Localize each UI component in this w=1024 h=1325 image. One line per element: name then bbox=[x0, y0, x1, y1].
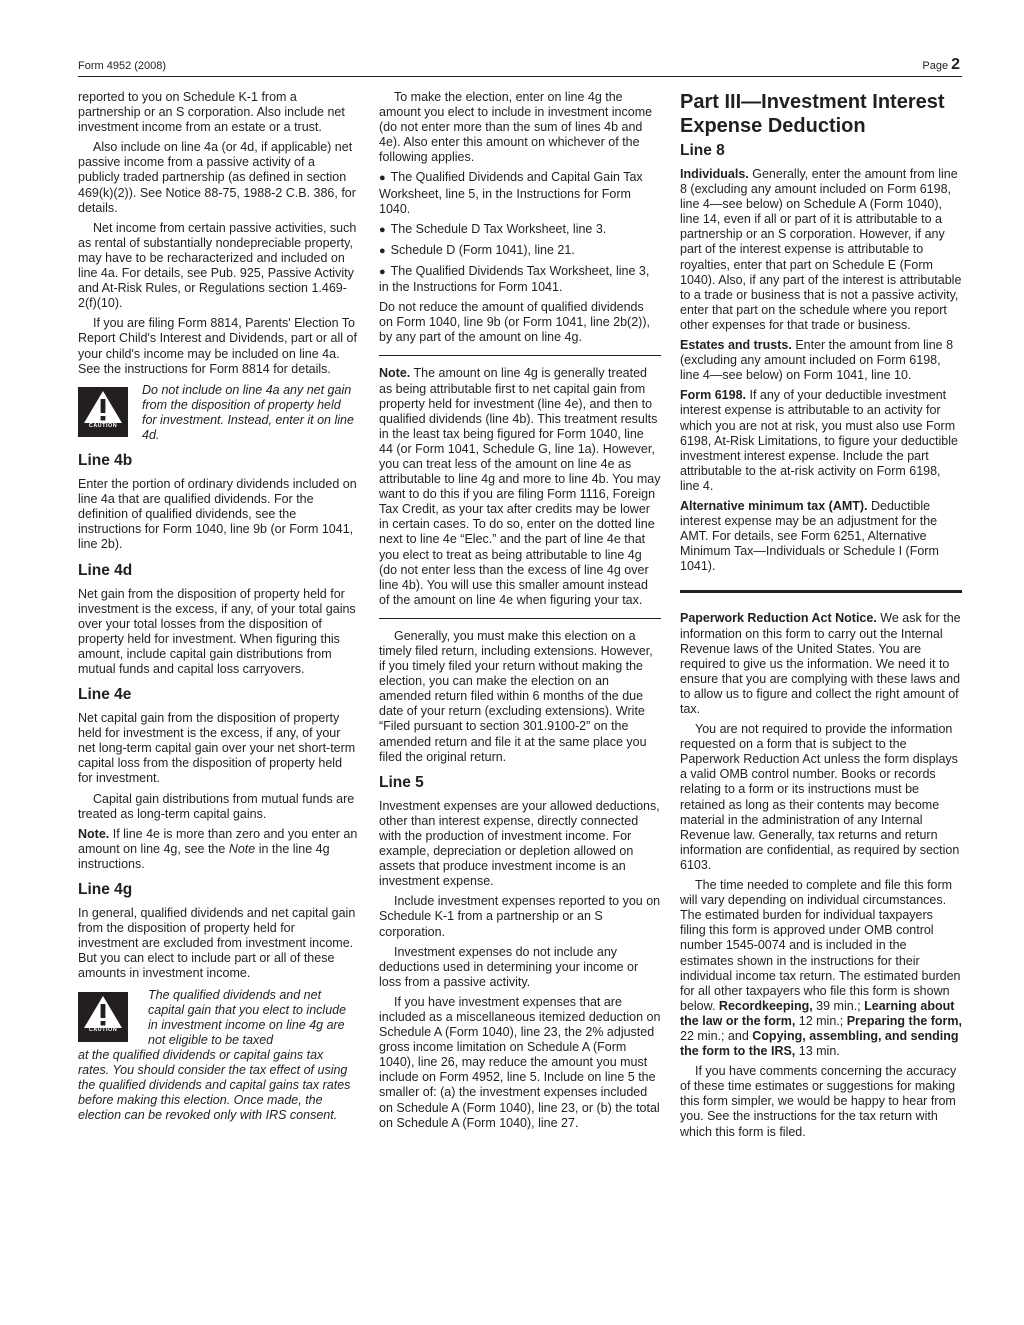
paragraph: Generally, you must make this election on a timely filed return, including extensions. However, if you timely filed your return without making the election, you can make the election on an amended return filed within 6 months of the due date of your return (excluding extensions). Write “Filed pursuant to section 301.9100-2” on the amended return and file it at the same place you filed the original return. bbox=[379, 628, 653, 764]
bold-label: Preparing the form, bbox=[846, 1013, 963, 1028]
note-text: If line 4e is more than zero and you enter an amount on line 4g, see the bbox=[78, 826, 358, 856]
paragraph: Capital gain distributions from mutual funds are treated as long-term capital gains. bbox=[78, 791, 355, 821]
paragraph-text: 22 min.; and bbox=[680, 1028, 753, 1043]
column-2 bbox=[379, 90, 661, 1136]
bullet-icon: ● bbox=[379, 223, 386, 236]
caution-note bbox=[78, 383, 358, 443]
bullet-item bbox=[379, 243, 661, 259]
note-text: in the line 4g instructions. bbox=[78, 841, 330, 871]
caution-text: Do not include on line 4a any net gain from the disposition of property held for investment. Instead, enter it on line 4d. bbox=[142, 382, 354, 442]
paragraph bbox=[680, 499, 962, 574]
paragraph-text: If any of your deductible investment interest expense is attributable to an activity for which you are not at risk, you must also use Form 6198, At-Risk Limitations, to figure your deductible investment interest expense. Include the part attributable to the at-risk activity on Form 6198, line 4. bbox=[680, 388, 958, 493]
caution-icon bbox=[78, 387, 128, 437]
paragraph: Net income from certain passive activities, such as rental of substantially nondepreciable property, may have to be recharacterized and included on line 4a. For details, see Pub. 925, Passive Activity and At-Risk Rules, or Regulations section 1.469-2(f)(10). bbox=[78, 220, 357, 311]
heading-line-8: Line 8 bbox=[680, 142, 725, 159]
paragraph: If you have investment expenses that are included as a miscellaneous itemized deduction on Schedule A (Form 1040), line 23, the 2% adjusted gross income limitation on Schedule A (Form 1040), line 26, may reduce the amount you must include on Form 4952, line 5. Include on line 5 the smaller of: (a) the investment expenses included on Schedule A (Form 1040), line 23, or (b) the total on Schedule A (Form 1040), line 27. bbox=[379, 994, 661, 1130]
paragraph: If you have comments concerning the accuracy of these time estimates or suggestions for making this form simpler, we would be happy to hear from you. See the instructions for the tax return with which this form is filed. bbox=[680, 1064, 957, 1139]
paragraph: Investment expenses are your allowed deductions, other than interest expense, directly connected with the production of investment income. For example, depreciation or depletion allowed on assets that produce investment income is an investment expense. bbox=[379, 798, 660, 889]
bold-label: Form 6198. bbox=[680, 388, 747, 403]
heading-line-4b: Line 4b bbox=[78, 452, 133, 470]
heading-line-5: Line 5 bbox=[379, 773, 424, 791]
paragraph-text: The time needed to complete and file this form will vary depending on individual circumstances. The estimated burden for individual taxpayers filing this form is approved under OMB control number 1545-0074 and is included in the estimates shown in the instructions for their individual income tax return. The estimated burden for all other taxpayers who file this form is shown below. bbox=[680, 878, 961, 1013]
paragraph: Investment expenses do not include any deductions used in determining your income or loss from a passive activity. bbox=[379, 944, 639, 989]
bullet-item bbox=[379, 222, 661, 238]
form-id: Form 4952 (2008) bbox=[78, 60, 167, 72]
note-paragraph bbox=[379, 366, 661, 608]
paragraph: To make the election, enter on line 4g the amount you elect to include in investment income (do not enter more than the sum of lines 4b and 4e). Also enter this amount on whichever of the following applies. bbox=[379, 90, 653, 165]
paragraph-text: 13 min. bbox=[795, 1044, 840, 1059]
bullet-text: The Qualified Dividends Tax Worksheet, line 3, in the Instructions for Form 1041. bbox=[379, 263, 650, 295]
caution-text-top: The qualified dividends and net capital gain that you elect to include in investment income on line 4g are not eligible to be taxed bbox=[148, 987, 347, 1047]
paragraph: Also include on line 4a (or 4d, if applicable) net passive income from a passive activity of a publicly traded partnership (as defined in section 469(k)(2)). See Notice 88-75, 1988-2 C.B. 386, for details. bbox=[78, 140, 356, 215]
note-label: Note. bbox=[78, 826, 110, 841]
bullet-icon: ● bbox=[379, 244, 386, 257]
paragraph-text: Generally, enter the amount from line 8 (excluding any amount included on Form 6198, line 4—see below) on Schedule A (Form 1040), line 14, even if all or part of it is attributable to a partnership or an S corporation. However, if any part of the interest expense is attributable to royalties, enter that part on Schedule E (Form 1040). Also, if any part of the interest is attributable to a trade or business that is not a passive activity, enter that part on the schedule where you report other expenses for that trade or business. bbox=[680, 167, 962, 332]
page-header bbox=[78, 58, 962, 74]
paragraph: Include investment expenses reported to you on Schedule K-1 from a partnership or an S corporation. bbox=[379, 894, 661, 939]
heading-line-4d: Line 4d bbox=[78, 561, 133, 579]
paragraph bbox=[680, 338, 962, 383]
divider bbox=[379, 618, 661, 619]
paragraph bbox=[680, 611, 962, 717]
paragraph: reported to you on Schedule K-1 from a partnership or an S corporation. Also include net investment income from an estate or a trust. bbox=[78, 90, 345, 135]
bullet-item bbox=[379, 170, 661, 216]
caution-icon bbox=[78, 992, 128, 1042]
paragraph-text: 12 min.; bbox=[795, 1013, 847, 1028]
bullet-text: Schedule D (Form 1041), line 21. bbox=[390, 242, 575, 257]
page-number-label bbox=[922, 56, 960, 74]
note-italic: Note bbox=[228, 841, 256, 856]
heading-line-4g: Line 4g bbox=[78, 881, 133, 899]
bullet-item bbox=[379, 264, 661, 295]
paragraph: If you are filing Form 8814, Parents' Election To Report Child's Interest and Dividends, part or all of your child's income may be included on line 4a. See the instructions for Form 8814 for details. bbox=[78, 316, 357, 376]
paragraph: Do not reduce the amount of qualified dividends on Form 1040, line 9b (or Form 1041, line 2b(2)), by any part of the amount on line 4g. bbox=[379, 300, 650, 345]
paragraph bbox=[680, 878, 962, 1059]
bold-label: Estates and trusts. bbox=[680, 338, 792, 353]
paragraph: Net gain from the disposition of property held for investment is the excess, if any, of your total gains over your total losses from the disposition of property held for investment. When figuring this amount, include capital gain distributions from mutual funds and capital loss carryovers. bbox=[78, 586, 356, 676]
bullet-icon: ● bbox=[379, 172, 386, 185]
heading-part-3: Part III—Investment Interest Expense Deduction bbox=[680, 91, 945, 137]
paragraph-text: We ask for the information on this form to carry out the Internal Revenue laws of the United States. You are required to give us the information. We need it to ensure that you are complying with these laws and to allow us to figure and collect the right amount of tax. bbox=[680, 611, 961, 716]
page-label: Page bbox=[922, 60, 949, 72]
bold-label: Alternative minimum tax (AMT). bbox=[680, 498, 868, 513]
bold-label: Recordkeeping, bbox=[718, 998, 813, 1013]
bullet-text: The Schedule D Tax Worksheet, line 3. bbox=[390, 221, 607, 236]
paragraph: In general, qualified dividends and net capital gain from the disposition of property held for investment are excluded from investment income. But you can elect to include part or all of these amounts in investment income. bbox=[78, 906, 356, 981]
divider-thick bbox=[680, 590, 962, 593]
bullet-text: The Qualified Dividends and Capital Gain Tax Worksheet, line 5, in the Instructions for Form 1040. bbox=[379, 170, 643, 216]
note-paragraph bbox=[78, 827, 358, 872]
caution-text-bottom: at the qualified dividends or capital gains tax rates. You should consider the tax effect of using the qualified dividends and capital gains tax rates before making this election. Once made, the election can be revoked only with IRS consent. bbox=[78, 1047, 351, 1123]
divider bbox=[379, 355, 661, 356]
heading-line-4e: Line 4e bbox=[78, 686, 132, 704]
note-label: Note. bbox=[379, 366, 411, 381]
page-number: 2 bbox=[951, 56, 960, 73]
paragraph-text: Enter the amount from line 8 (excluding any amount included on Form 6198, line 4—see below) on Form 1041, line 10. bbox=[680, 338, 954, 383]
caution-label: CAUTION bbox=[88, 1027, 118, 1034]
column-1 bbox=[78, 90, 358, 1131]
paragraph-text: 39 min.; bbox=[812, 998, 865, 1013]
bold-label: Individuals. bbox=[680, 167, 749, 181]
bold-label: Learning about the law or the form, bbox=[680, 998, 955, 1028]
caution-label: CAUTION bbox=[88, 422, 118, 429]
column-3 bbox=[680, 90, 962, 1145]
bold-label: Copying, assembling, and sending the form to the IRS, bbox=[680, 1028, 959, 1059]
paragraph bbox=[680, 167, 962, 333]
paragraph bbox=[680, 388, 962, 494]
caution-note bbox=[78, 988, 358, 1124]
bullet-icon: ● bbox=[379, 265, 386, 278]
bold-label: Paperwork Reduction Act Notice. bbox=[680, 611, 877, 626]
header-rule bbox=[78, 76, 962, 77]
paragraph-text: Deductible interest expense may be an adjustment for the AMT. For details, see Form 6251, Alternative Minimum Tax—Individuals or Schedule I (Form 1041). bbox=[680, 498, 939, 574]
paragraph: Enter the portion of ordinary dividends included on line 4a that are qualified dividends. For the definition of qualified dividends, see the instructions for Form 1040, line 9b (or Form 1041, line 2b). bbox=[78, 477, 357, 552]
paragraph: You are not required to provide the information requested on a form that is subject to the Paperwork Reduction Act unless the form displays a valid OMB control number. Books or records relating to a form or its instructions must be retained as long as their contents may become material in the administration of any Internal Revenue law. Generally, tax returns and return information are confidential, as required by section 6103. bbox=[680, 722, 960, 872]
note-text: The amount on line 4g is generally treated as being attributable first to net capital gain from property held for investment (line 4e), and then to qualified dividends (line 4b). This treatment results in the least tax being figured for Form 1040, line 44 (or Form 1041, Schedule G, line 1a). However, you can treat less of the amount on line 4e as attributable to line 4g and more to line 4b. You may want to do this if you are filing Form 1116, Foreign Tax Credit, as your tax after credits may be lower in certain cases. To do so, enter on the dotted line next to line 4e “Elec.” and the part of line 4e that you elect to treat as being attributable to line 4g (do not enter less than the excess of line 4g over line 4b). You will use this smaller amount instead of the amount on line 4e when figuring your tax. bbox=[379, 366, 661, 607]
paragraph: Net capital gain from the disposition of property held for investment is the excess, if any, of your net long-term capital gain over your net short-term capital loss from the disposition of property held for investment. bbox=[78, 711, 356, 786]
